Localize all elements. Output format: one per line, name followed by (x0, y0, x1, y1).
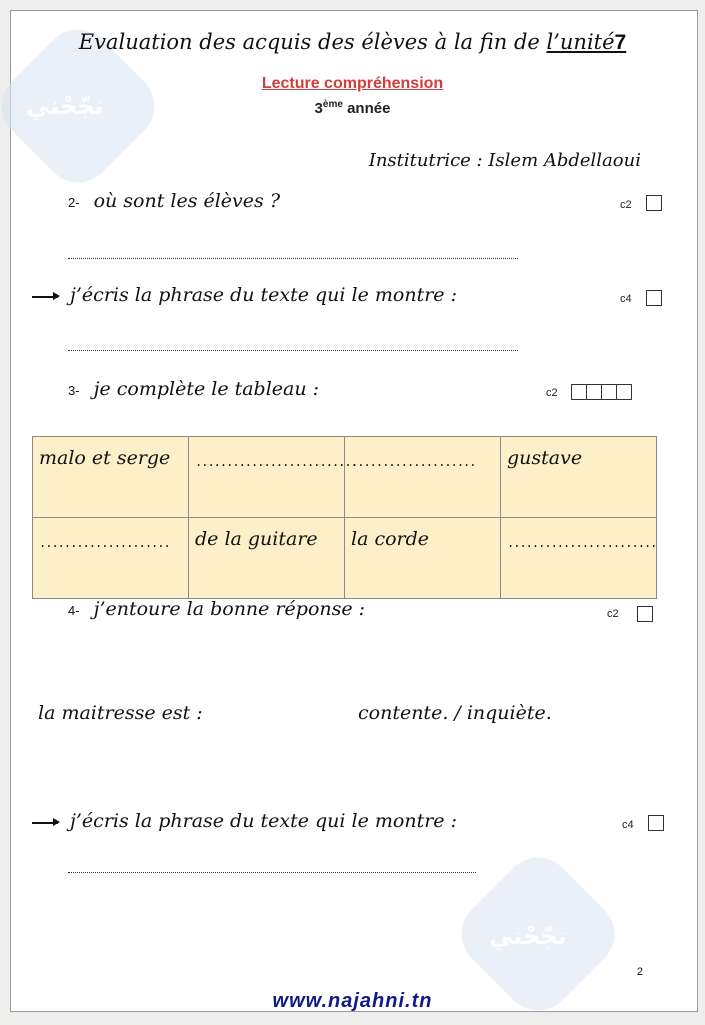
question-4-number: 4- (68, 603, 80, 618)
question-2-score-box (646, 195, 662, 211)
question-4-choices[interactable]: contente. / inquiète. (358, 702, 552, 724)
question-4-statement: la maitresse est : (38, 702, 203, 724)
question-3-number: 3- (68, 383, 80, 398)
question-4-follow-score-box (648, 815, 664, 831)
answer-line-2[interactable] (68, 258, 518, 259)
subtitle: Lecture compréhension (261, 75, 444, 92)
question-2-follow-code: c4 (620, 293, 632, 305)
table-row (33, 518, 657, 599)
table-cell: la corde (345, 518, 501, 599)
question-2-follow-score-box (646, 290, 662, 306)
table-cell: de la guitare (189, 518, 345, 599)
question-4-follow-code: c4 (622, 819, 634, 831)
table-cell-blank[interactable]: ..................... (33, 518, 189, 599)
question-2-follow: j’écris la phrase du texte qui le montre : (70, 284, 457, 306)
footer-url[interactable]: www.najahni.tn (272, 990, 433, 1012)
question-3-score-boxes (572, 384, 632, 400)
page-title (0, 30, 705, 55)
answer-line-2b[interactable] (68, 350, 518, 351)
table-row (33, 437, 657, 518)
watermark-text-bottom: نجّحْني (489, 922, 567, 950)
watermark-text-top: نجّحْني (26, 92, 104, 120)
question-4: 4- j’entoure la bonne réponse : (68, 598, 366, 620)
teacher-name: Institutrice : Islem Abdellaoui (368, 150, 641, 171)
table-cell: gustave (501, 437, 657, 518)
table-cell: malo et serge (33, 437, 189, 518)
question-4-score-box (637, 606, 653, 622)
title-main: Evaluation des acquis des élèves à la fin de (78, 30, 547, 54)
question-3: 3- je complète le tableau : (68, 378, 320, 400)
title-unit: l’unité7 (546, 30, 627, 54)
question-4-code: c2 (607, 608, 619, 620)
question-4-follow: j’écris la phrase du texte qui le montre : (70, 810, 457, 832)
question-2-code: c2 (620, 199, 632, 211)
question-3-code: c2 (546, 387, 558, 399)
arrow-icon (32, 822, 58, 824)
question-2: 2- où sont les élèves ? (68, 190, 281, 212)
table-cell-blank[interactable]: .......................... (189, 437, 345, 518)
table-cell-blank[interactable]: .................... (345, 437, 501, 518)
question-2-number: 2- (68, 195, 80, 210)
grade-level: 3ème année (314, 99, 391, 117)
arrow-icon (32, 296, 58, 298)
table-cell-blank[interactable]: ........................ (501, 518, 657, 599)
completion-table (32, 436, 657, 599)
answer-line-4[interactable] (68, 872, 476, 873)
page-number: 2 (636, 966, 643, 978)
